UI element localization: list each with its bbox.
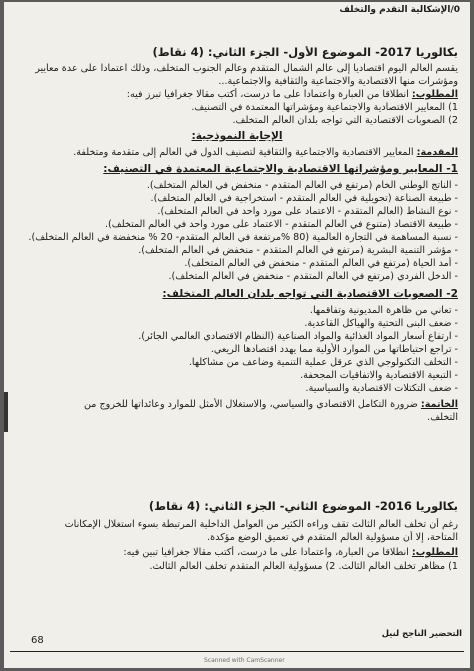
- list-item: - الناتج الوطني الخام (مرتفع في العالم المتقدم - منخفض في العالم المتخلف).: [146, 180, 458, 191]
- list-item: - ضعف التكتلات الاقتصادية والسياسية.: [305, 383, 458, 394]
- prompt-line: يقسم العالم اليوم اقتصاديا إلى عالم الشمال المتقدم وعالم الجنوب المتخلف، وذلك اعتمادا على عدة معايير: [35, 63, 458, 74]
- task-item: 1) المعايير الاقتصادية والاجتماعية ومؤشراتها المعتمدة في التصنيف.: [191, 102, 458, 113]
- list-item: - التخلف التكنولوجي الذي عرقل عملية التنمية وضاعف من مشاكلها.: [188, 357, 458, 368]
- task-text: انطلاقا من العبارة، واعتمادا على ما درست، أكتب مقالا جغرافيا تبين فيه:: [123, 547, 409, 558]
- prompt-line: المتاحة، إلا أن مسؤولية العالم المتقدم في تعميق الوضع مؤكدة.: [207, 532, 458, 543]
- conclusion-label: الخاتمة:: [420, 399, 458, 410]
- task-line: [14, 88, 458, 101]
- binding-mark: [4, 392, 8, 432]
- list-item: - ضعف البنى التحتية والهياكل القاعدية.: [304, 318, 458, 329]
- list-item: - طبيعة الاقتصاد (متنوع في العالم المتقدم - الاعتماد على مورد واحد في العالم المتخلف).: [104, 219, 458, 230]
- part1-title: 1- المعايير ومؤشراتها الاقتصادية والاجتماعية المعتمدة في التصنيف:: [103, 163, 458, 175]
- list-item: - نوع النشاط (العالم المتقدم - الاعتماد على مورد واحد في العالم المتخلف).: [157, 206, 458, 217]
- list-item: - نسبة المساهمة في التجارة العالمية (80 %مرتفعة في العالم المتقدم- 20 % منخفضة في العالم المتخلف).: [28, 232, 458, 243]
- footer-divider: [10, 651, 464, 652]
- list-item: - التبعية الاقتصادية والاتفاقيات المجحفة.: [300, 370, 458, 381]
- list-item: - أمد الحياة (مرتفع في العالم المتقدم - منخفض في العالم المتخلف).: [184, 258, 458, 269]
- list-item: - مؤشر التنمية البشرية (مرتفع في العالم المتقدم - منخفض في العالم المتخلف).: [138, 245, 458, 256]
- conclusion-text: ضرورة التكامل الاقتصادي والسياسي، والاستغلال الأمثل للموارد وعائداتها للخروج من: [84, 399, 418, 410]
- list-item: - تراجع احتياطاتها من الموارد الأولية مما يهدد اقتصادها الريعي.: [210, 344, 458, 355]
- scanner-watermark: Scanned with CamScanner: [204, 657, 285, 664]
- intro-text: المعايير الاقتصادية والاجتماعية والثقافية لتصنيف الدول في العالم إلى متقدمة ومتخلفة.: [73, 147, 414, 158]
- task-item: 1) مظاهر تخلف العالم الثالث. 2) مسؤولية العالم المتقدم تخلف العالم الثالث.: [149, 561, 458, 572]
- list-item: - طبيعة الصناعة (تحويلية في العالم المتقدم - استخراجية في العالم المتخلف).: [150, 193, 458, 204]
- list-item: - تعاني من ظاهرة المديونية وتفاقمها.: [309, 305, 458, 316]
- intro-label: المقدمة:: [416, 147, 458, 158]
- running-header: 0/الإشكالية التقدم والتخلف: [339, 5, 460, 15]
- list-item: - ارتفاع أسعار المواد الغذائية والمواد الصناعية (النظام الاقتصادي العالمي الجائر).: [138, 331, 458, 342]
- footer-label: التحضير الناجح لنيل: [381, 628, 462, 638]
- task-item: 2) الصعوبات الاقتصادية التي تواجه بلدان العالم المتخلف.: [232, 115, 458, 126]
- prompt-line: ومؤشرات منها الاقتصادية والاجتماعية والثقافية والاجتماعية...: [218, 76, 458, 87]
- model-answer-label: الإجابة النموذجية:: [191, 130, 283, 142]
- intro-line: [14, 146, 458, 159]
- document-page: [4, 2, 470, 668]
- task-line: [14, 546, 458, 559]
- conclusion-line: التخلف.: [427, 412, 458, 423]
- page-number: 68: [31, 635, 44, 646]
- part2-title: 2- الصعوبات الاقتصادية التي تواجه بلدان العالم المتخلف:: [162, 288, 458, 300]
- task-text: انطلاقا من العبارة واعتمادا على ما درست، أكتب مقالا جغرافيا تبرز فيه:: [126, 89, 409, 100]
- section-heading-2016: بكالوريا 2016- الموضوع الثاني- الجزء الثاني: (4 نقاط): [148, 500, 458, 513]
- conclusion-line: [14, 398, 458, 411]
- section-heading-2017: بكالوريا 2017- الموضوع الأول- الجزء الثاني: (4 نقاط): [152, 46, 458, 59]
- prompt-line: رغم أن تخلف العالم الثالث تقف وراءه الكثير من العوامل الداخلية المرتبطة بسوء استغلال الإمكانات: [64, 519, 458, 530]
- list-item: - الدخل الفردي (مرتفع في العالم المتقدم - منخفض في العالم المتخلف).: [168, 271, 458, 282]
- task-label: المطلوب:: [411, 547, 458, 558]
- task-label: المطلوب:: [411, 89, 458, 100]
